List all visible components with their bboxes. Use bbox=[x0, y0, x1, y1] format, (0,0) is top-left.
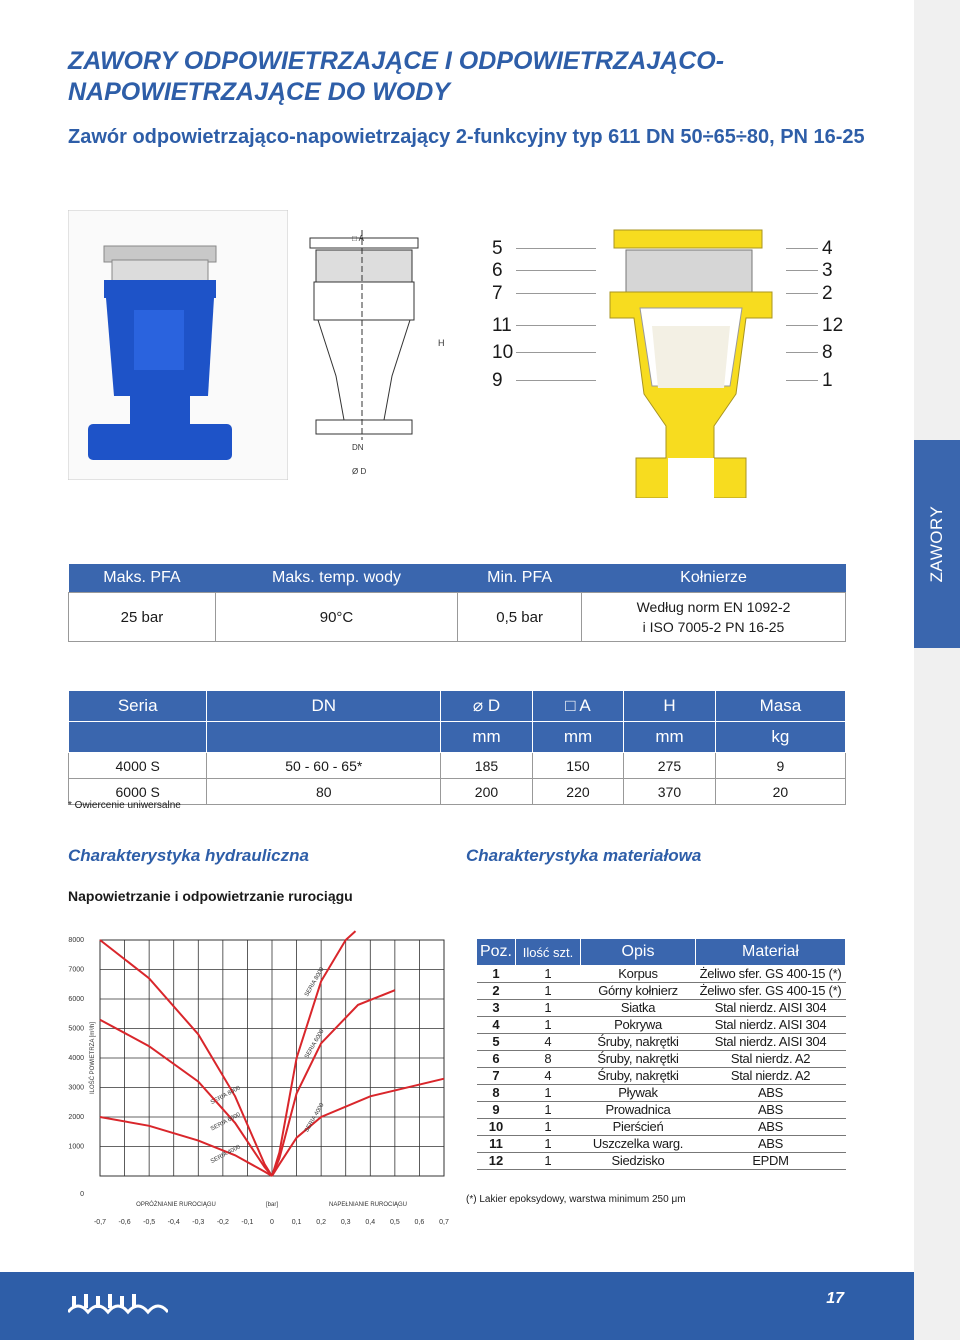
material-cell: Śruby, nakrętki bbox=[581, 1068, 696, 1085]
material-cell: Siedzisko bbox=[581, 1153, 696, 1170]
material-cell: 2 bbox=[477, 983, 516, 1000]
unit-a: mm bbox=[532, 722, 624, 753]
material-cell: 1 bbox=[516, 983, 581, 1000]
series-label: SERIA 8000 bbox=[209, 1085, 242, 1107]
callout-leader bbox=[516, 325, 598, 326]
pressure-specs-table bbox=[68, 564, 846, 642]
material-cell: 1 bbox=[516, 1085, 581, 1102]
table-row bbox=[477, 1153, 846, 1170]
series-label: SERIA 4000 bbox=[209, 1144, 242, 1166]
unit-mass: kg bbox=[715, 722, 845, 753]
materials-table bbox=[476, 938, 846, 1170]
material-cell: 1 bbox=[516, 1153, 581, 1170]
product-subtitle: Zawór odpowietrzająco-napowietrzający 2-funkcyjny typ 611 DN 50÷65÷80, PN 16-25 bbox=[68, 126, 865, 148]
x-tick-label: -0,6 bbox=[118, 1219, 131, 1226]
table-row bbox=[477, 1068, 846, 1085]
material-cell: 12 bbox=[477, 1153, 516, 1170]
dims-header-mass: Masa bbox=[715, 691, 845, 722]
material-cell: EPDM bbox=[696, 1153, 846, 1170]
material-cell: ABS bbox=[696, 1136, 846, 1153]
y-tick-label: 4000 bbox=[68, 1055, 84, 1062]
material-cell: Prowadnica bbox=[581, 1102, 696, 1119]
material-cell: Siatka bbox=[581, 1000, 696, 1017]
material-cell: 4 bbox=[516, 1068, 581, 1085]
x-tick-label: 0,6 bbox=[414, 1219, 425, 1226]
material-cell: Pierścień bbox=[581, 1119, 696, 1136]
material-heading: Charakterystyka materiałowa bbox=[466, 846, 702, 865]
callout-left-11: 11 bbox=[492, 315, 512, 336]
material-cell: Żeliwo sfer. GS 400-15 (*) bbox=[696, 983, 846, 1000]
table-row bbox=[477, 1034, 846, 1051]
y-tick-label: 0 bbox=[80, 1191, 84, 1198]
table-row bbox=[477, 1051, 846, 1068]
temp-header: Maks. temp. wody bbox=[215, 564, 457, 593]
material-cell: 1 bbox=[516, 1017, 581, 1034]
hydraulic-chart bbox=[50, 930, 456, 1230]
flange-value: Według norm EN 1092-2 i ISO 7005-2 PN 16-25 bbox=[582, 593, 846, 642]
x-label-right: NAPEŁNIANIE RUROCIĄGU bbox=[328, 1202, 408, 1208]
material-cell: 1 bbox=[516, 1102, 581, 1119]
callout-left-6: 6 bbox=[492, 260, 503, 281]
dims-header-d: ⌀ D bbox=[441, 691, 533, 722]
table-row: 6000 S 80 200 220 370 20 bbox=[69, 779, 846, 805]
dimensions-table bbox=[68, 690, 846, 805]
material-cell: 8 bbox=[477, 1085, 516, 1102]
pfa-max-value: 25 bar bbox=[69, 593, 216, 642]
material-cell: Górny kołnierz bbox=[581, 983, 696, 1000]
material-cell: 4 bbox=[516, 1034, 581, 1051]
table-row bbox=[477, 966, 846, 983]
callout-leader bbox=[786, 293, 818, 294]
mat-header-material: Materiał bbox=[696, 939, 846, 966]
mat-header-qty: Ilość szt. bbox=[516, 939, 581, 966]
material-cell: Stal nierdz. A2 bbox=[696, 1068, 846, 1085]
callout-leader bbox=[786, 248, 818, 249]
callout-left-10: 10 bbox=[492, 342, 514, 363]
x-tick-label: 0,1 bbox=[291, 1219, 302, 1226]
temp-value: 90°C bbox=[215, 593, 457, 642]
series-label: SERIA 6000 bbox=[304, 1028, 326, 1060]
callout-right-3: 3 bbox=[822, 260, 833, 281]
material-cell: Korpus bbox=[581, 966, 696, 983]
x-tick-label: -0,7 bbox=[93, 1219, 107, 1226]
material-cell: 1 bbox=[516, 1136, 581, 1153]
table-row bbox=[477, 983, 846, 1000]
callout-left-5: 5 bbox=[492, 238, 503, 259]
x-tick-label: 0,3 bbox=[340, 1219, 351, 1226]
callout-leader bbox=[516, 352, 598, 353]
material-cell: 1 bbox=[516, 1119, 581, 1136]
dims-header-series: Seria bbox=[69, 691, 207, 722]
pfa-min-value: 0,5 bar bbox=[458, 593, 582, 642]
x-label-left: OPRÓŻNIANIE RUROCIĄGU bbox=[136, 1202, 216, 1208]
flange-header: Kołnierze bbox=[582, 564, 846, 593]
x-tick-label: -0,4 bbox=[167, 1219, 180, 1226]
material-cell: Śruby, nakrętki bbox=[581, 1034, 696, 1051]
material-cell: 1 bbox=[477, 966, 516, 983]
material-cell: 6 bbox=[477, 1051, 516, 1068]
callout-leader bbox=[786, 352, 818, 353]
svg-text:Ø D: Ø D bbox=[352, 467, 367, 476]
x-tick-label: -0,5 bbox=[143, 1219, 156, 1226]
material-cell: 5 bbox=[477, 1034, 516, 1051]
valve-photo bbox=[68, 210, 288, 480]
x-tick-label: -0,3 bbox=[192, 1219, 205, 1226]
material-cell: ABS bbox=[696, 1119, 846, 1136]
table-row: 4000 S 50 - 60 - 65* 185 150 275 9 bbox=[69, 753, 846, 779]
page-number: 17 bbox=[826, 1290, 844, 1307]
unit-h: mm bbox=[624, 722, 716, 753]
material-cell: Stal nierdz. AISI 304 bbox=[696, 1034, 846, 1051]
series-label: SERIA 4000 bbox=[304, 1102, 326, 1134]
y-tick-label: 6000 bbox=[68, 996, 84, 1003]
material-cell: Pokrywa bbox=[581, 1017, 696, 1034]
svg-text:H: H bbox=[438, 338, 445, 348]
callout-leader bbox=[786, 325, 818, 326]
materials-note: (*) Lakier epoksydowy, warstwa minimum 250 μm bbox=[466, 1194, 686, 1205]
callout-right-1: 1 bbox=[822, 370, 833, 391]
y-tick-label: 3000 bbox=[68, 1084, 84, 1092]
callout-leader bbox=[516, 380, 598, 381]
material-cell: ABS bbox=[696, 1085, 846, 1102]
company-logo-icon bbox=[68, 1290, 168, 1320]
x-tick-label: -0,2 bbox=[216, 1219, 229, 1226]
x-label-center: [bar] bbox=[265, 1202, 279, 1208]
x-tick-label: 0 bbox=[270, 1219, 274, 1226]
chart-subtitle: Napowietrzanie i odpowietrzanie rurociągu bbox=[68, 888, 353, 904]
y-axis-label: ILOŚĆ POWIETRZA [m³/h] bbox=[90, 1021, 96, 1095]
callout-leader bbox=[786, 270, 818, 271]
x-tick-label: -0,1 bbox=[241, 1219, 254, 1226]
material-cell: Pływak bbox=[581, 1085, 696, 1102]
x-tick-label: 0,7 bbox=[439, 1219, 449, 1226]
material-cell: Śruby, nakrętki bbox=[581, 1051, 696, 1068]
material-cell: Żeliwo sfer. GS 400-15 (*) bbox=[696, 966, 846, 983]
material-cell: Uszczelka warg. bbox=[581, 1136, 696, 1153]
section-tab-label: ZAWORY bbox=[927, 505, 946, 583]
material-cell: 11 bbox=[477, 1136, 516, 1153]
pfa-header-max: Maks. PFA bbox=[69, 564, 216, 593]
x-tick-label: 0,2 bbox=[316, 1219, 327, 1226]
square-icon: □ bbox=[565, 696, 576, 715]
x-tick-label: 0,4 bbox=[365, 1219, 376, 1226]
y-tick-label: 1000 bbox=[68, 1143, 84, 1151]
y-tick-label: 7000 bbox=[68, 966, 84, 974]
mat-header-desc: Opis bbox=[581, 939, 696, 966]
material-cell: 8 bbox=[516, 1051, 581, 1068]
material-cell: 7 bbox=[477, 1068, 516, 1085]
table-row bbox=[477, 1017, 846, 1034]
unit-d: mm bbox=[441, 722, 533, 753]
y-tick-label: 2000 bbox=[68, 1114, 84, 1121]
table-row bbox=[477, 1000, 846, 1017]
mat-header-pos: Poz. bbox=[477, 939, 516, 966]
callout-leader bbox=[516, 270, 598, 271]
y-tick-label: 5000 bbox=[68, 1025, 84, 1033]
hydraulic-heading: Charakterystyka hydrauliczna bbox=[68, 846, 309, 865]
table-row bbox=[477, 1102, 846, 1119]
dims-header-dn: DN bbox=[207, 691, 441, 722]
callout-right-2: 2 bbox=[822, 283, 833, 304]
cross-section-drawing bbox=[596, 226, 786, 498]
diameter-icon: ⌀ bbox=[472, 696, 484, 715]
callout-leader bbox=[516, 248, 598, 249]
footer-bar bbox=[0, 1272, 914, 1340]
material-cell: Stal nierdz. AISI 304 bbox=[696, 1000, 846, 1017]
table-row bbox=[477, 1136, 846, 1153]
section-tab[interactable] bbox=[914, 440, 960, 648]
x-tick-label: 0,5 bbox=[389, 1219, 400, 1226]
page-title: ZAWORY ODPOWIETRZAJĄCE I ODPOWIETRZAJĄCO-NAPOWIETRZAJĄCE DO WODY bbox=[68, 47, 725, 106]
dims-header-a: □ A bbox=[532, 691, 624, 722]
svg-text:□ A: □ A bbox=[352, 234, 364, 243]
material-cell: Stal nierdz. AISI 304 bbox=[696, 1017, 846, 1034]
callout-leader bbox=[786, 380, 818, 381]
svg-text:DN: DN bbox=[352, 443, 364, 452]
table-row bbox=[477, 1119, 846, 1136]
material-cell: Stal nierdz. A2 bbox=[696, 1051, 846, 1068]
material-cell: 3 bbox=[477, 1000, 516, 1017]
material-cell: ABS bbox=[696, 1102, 846, 1119]
right-margin-strip bbox=[914, 0, 960, 1340]
series-label: SERIA 8000 bbox=[304, 966, 326, 998]
material-cell: 1 bbox=[516, 1000, 581, 1017]
series-label: SERIA 6000 bbox=[209, 1111, 242, 1133]
material-cell: 1 bbox=[516, 966, 581, 983]
table-row bbox=[477, 1085, 846, 1102]
material-cell: 9 bbox=[477, 1102, 516, 1119]
y-tick-label: 8000 bbox=[68, 937, 84, 944]
callout-left-7: 7 bbox=[492, 283, 503, 304]
dims-header-h: H bbox=[624, 691, 716, 722]
material-cell: 4 bbox=[477, 1017, 516, 1034]
callout-left-9: 9 bbox=[492, 370, 503, 391]
pfa-header-min: Min. PFA bbox=[458, 564, 582, 593]
dimension-drawing bbox=[300, 226, 470, 482]
callout-right-8: 8 bbox=[822, 342, 833, 363]
callout-leader bbox=[516, 293, 598, 294]
callout-right-4: 4 bbox=[822, 238, 833, 259]
material-cell: 10 bbox=[477, 1119, 516, 1136]
callout-right-12: 12 bbox=[822, 315, 844, 336]
dims-footnote: * Owiercenie uniwersalne bbox=[68, 800, 181, 811]
